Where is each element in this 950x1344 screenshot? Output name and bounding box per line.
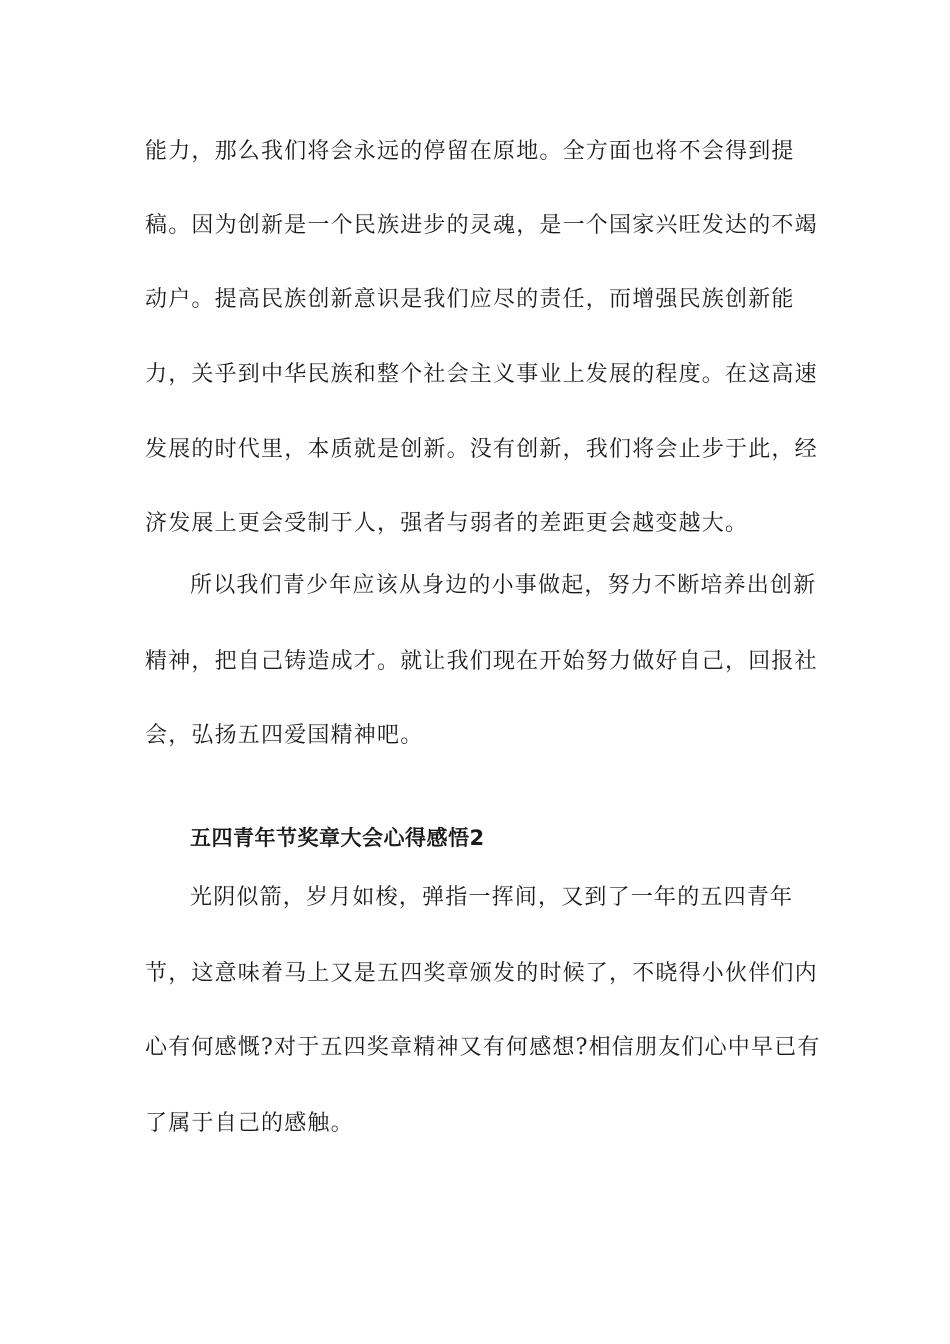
paragraph-3-line-4: 了属于自己的感触。 <box>145 1111 354 1136</box>
paragraph-3-line-2: 节，这意味着马上又是五四奖章颁发的时候了，不晓得小伙伴们内 <box>145 961 818 986</box>
paragraph-1-line-5: 发展的时代里，本质就是创新。没有创新，我们将会止步于此，经 <box>145 437 818 462</box>
paragraph-3-line-3: 心有何感慨?对于五四奖章精神又有何感想?相信朋友们心中早已有 <box>145 1035 821 1060</box>
paragraph-2-line-2: 精神，把自己铸造成才。就让我们现在开始努力做好自己，回报社 <box>145 649 818 674</box>
paragraph-3-line-1: 光阴似箭，岁月如梭，弹指一挥间，又到了一年的五四青年 <box>190 885 794 910</box>
paragraph-2-line-1: 所以我们青少年应该从身边的小事做起，努力不断培养出创新 <box>190 573 817 598</box>
paragraph-1-line-6: 济发展上更会受制于人，强者与弱者的差距更会越变越大。 <box>145 511 749 536</box>
section-heading: 五四青年节奖章大会心得感悟2 <box>190 826 485 850</box>
paragraph-1-line-4: 力，关乎到中华民族和整个社会主义事业上发展的程度。在这高速 <box>145 362 818 387</box>
paragraph-1-line-2: 稿。因为创新是一个民族进步的灵魂，是一个国家兴旺发达的不竭 <box>145 213 818 238</box>
paragraph-2-line-3: 会，弘扬五四爱国精神吧。 <box>145 723 424 748</box>
paragraph-1-line-3: 动户。提高民族创新意识是我们应尽的责任，而增强民族创新能 <box>145 287 795 312</box>
paragraph-1-line-1: 能力，那么我们将会永远的停留在原地。全方面也将不会得到提 <box>145 139 795 164</box>
